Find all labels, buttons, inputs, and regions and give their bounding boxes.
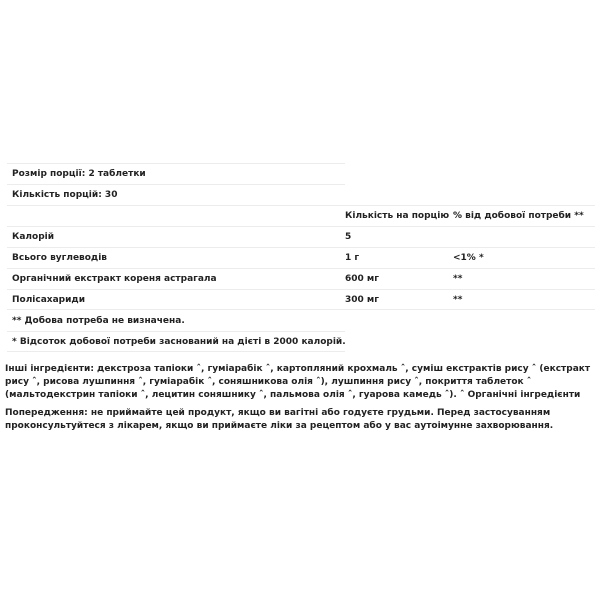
nutrient-amount: 600 мг (345, 274, 379, 284)
nutrient-amount: 300 мг (345, 294, 379, 305)
nutrient-name: Всього вуглеводів (12, 253, 107, 263)
supplement-facts-table (7, 163, 595, 352)
header-amount: Кількість на порцію (345, 211, 450, 221)
footnote-daily-value-not-established: ** Добова потреба не визначена. (12, 315, 185, 326)
nutrient-amount: 1 г (345, 253, 360, 263)
footnote-row (7, 331, 345, 352)
nutrient-name: Калорій (12, 232, 55, 242)
table-row (7, 247, 595, 268)
nutrient-dv: ** (453, 274, 463, 284)
nutrient-dv: ** (453, 294, 463, 305)
serving-size-row (7, 163, 345, 184)
table-row (7, 289, 595, 310)
warning-text: Попередження: не приймайте цей продукт, якщо ви вагітні або годуєте грудьми. Перед застосуванням проконсультуйтеся з лікарем, якщо ви приймаєте ліки за рецептом або у вас аутоімунне захворювання. (5, 408, 554, 431)
servings-count: Кількість порцій: 30 (12, 190, 118, 200)
footnote-2000-calorie: * Відсоток добової потреби заснований на дієті в 2000 калорій. (12, 336, 346, 347)
nutrient-dv: <1% * (453, 253, 484, 263)
nutrient-amount: 5 (345, 232, 352, 242)
other-ingredients-text: Інші інгредієнти: декстроза тапіоки ˆ, гуміарабік ˆ, картопляний крохмаль ˆ, суміш екстрактів рису ˆ (екстракт рису ˆ, рисова лушпиння ˆ, гуміарабік ˆ, соняшникова олія ˆ), лушпиння рису ˆ, покриття таблеток ˆ (мальтодекстрин тапіоки ˆ, лецитин соняшнику ˆ, пальмова олія ˆ, гуарова камедь ˆ). ˆ Органічні інгредієнти (5, 364, 591, 400)
nutrient-name: Полісахариди (12, 294, 86, 305)
footnote-row (7, 310, 345, 331)
table-row (7, 226, 595, 247)
table-header-row (7, 205, 595, 226)
serving-size: Розмір порції: 2 таблетки (12, 169, 146, 179)
nutrient-name: Органічний екстракт кореня астрагала (12, 274, 217, 284)
table-row (7, 268, 595, 289)
header-daily-value: % від добової потреби ** (453, 211, 584, 221)
servings-count-row (7, 184, 345, 205)
